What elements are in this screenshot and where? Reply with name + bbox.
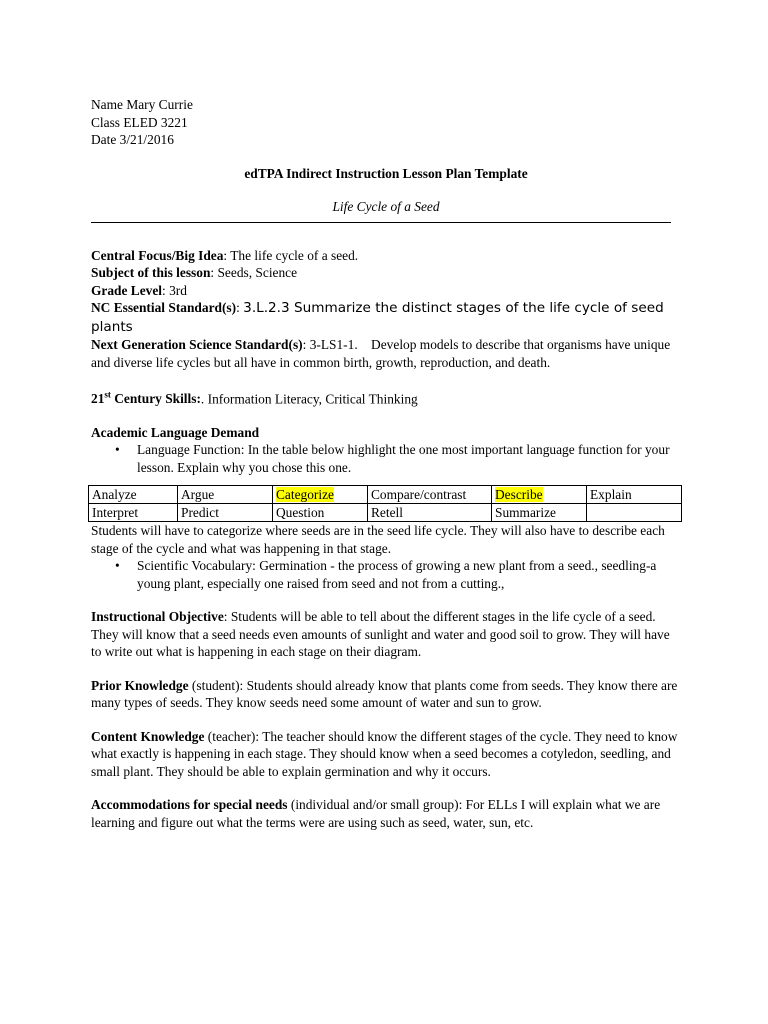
content-knowledge — [91, 728, 681, 781]
ngss-label: Next Generation Science Standard(s) — [91, 337, 303, 352]
document-page — [91, 96, 681, 831]
nc-standard — [91, 299, 681, 336]
table-cell — [492, 486, 587, 504]
vocabulary-text: Scientific Vocabulary: Germination - the process of growing a new plant from a seed., seedling-a young plant, especially one raised from seed and not from a cutting., — [137, 558, 657, 591]
highlighted-categorize: Categorize — [276, 487, 334, 503]
subject — [91, 264, 681, 282]
academic-language-heading — [91, 424, 681, 442]
table-cell: Argue — [178, 486, 273, 504]
skills-label-num: 21 — [91, 391, 105, 407]
grade-label: Grade Level — [91, 282, 163, 298]
date: Date 3/21/2016 — [91, 132, 174, 147]
century-skills — [91, 387, 681, 408]
table-cell: Explain — [587, 486, 682, 504]
ngss-standard — [91, 336, 681, 371]
central-focus-label: Central Focus/Big Idea — [91, 247, 224, 263]
prior-text: (student): Students should already know that plants come from seeds. They know there are many types of seeds. They know seeds need some amount of water and sun to grow. — [91, 677, 678, 711]
objective-text: : Students will be able to tell about the different stages in the life cycle of a seed. They will know that a seed needs even amounts of sunlight and water and good soil to grow. They will have to write out what is happening in each stage on their diagram. — [91, 609, 670, 660]
language-explanation: Students will have to categorize where seeds are in the seed life cycle. They will also have to describe each stage of the cycle and what was happening in that stage. — [91, 523, 665, 556]
skills-text: . Information Literacy, Critical Thinking — [200, 391, 418, 407]
accommodations — [91, 796, 681, 831]
table-cell: Question — [273, 504, 368, 522]
student-name: Name Mary Currie — [91, 97, 193, 112]
table-cell — [273, 486, 368, 504]
prior-label: Prior Knowledge — [91, 677, 189, 693]
table-cell: Retell — [368, 504, 492, 522]
table-cell: Compare/contrast — [368, 486, 492, 504]
table-cell: Analyze — [89, 486, 178, 504]
table-cell: Predict — [178, 504, 273, 522]
nc-standard-sep: : — [236, 300, 244, 315]
academic-language-title: Academic Language Demand — [91, 424, 260, 440]
vocabulary-list — [91, 557, 681, 592]
ngss-text: : 3-LS1-1. Develop models to describe that organisms have unique and diverse life cycles but all have in common birth, growth, reproduction, and death. — [91, 337, 674, 370]
table-cell: Summarize — [492, 504, 587, 522]
nc-standard-text: 3.L.2.3 Summarize the distinct stages of the life cycle of seed plants — [91, 300, 664, 335]
academic-language-list — [91, 441, 681, 476]
highlighted-describe: Describe — [495, 487, 543, 503]
language-function-text: Language Function: In the table below highlight the one most important language function for your lesson. Explain why you chose this one. — [137, 442, 670, 475]
lesson-title: Life Cycle of a Seed — [332, 199, 440, 214]
bullet-icon: • — [115, 558, 120, 574]
table-row — [89, 486, 682, 504]
list-item — [108, 557, 681, 592]
objective-label: Instructional Objective — [91, 609, 224, 625]
central-focus — [91, 247, 681, 265]
language-function-table — [88, 485, 682, 522]
nc-standard-label: NC Essential Standard(s) — [91, 300, 237, 315]
list-item — [108, 441, 681, 476]
content-label: Content Knowledge — [91, 728, 205, 744]
grade-level — [91, 282, 681, 300]
grade-text: : 3rd — [162, 282, 187, 298]
content-text: (teacher): The teacher should know the different stages of the cycle. They need to know what exactly is happening in each stage. They should know when a seed becomes a cotyledon, seedling, and small plant. They should be able to explain germination and why it occurs. — [91, 728, 678, 779]
table-cell: Interpret — [89, 504, 178, 522]
prior-knowledge — [91, 677, 681, 712]
horizontal-rule — [91, 222, 671, 223]
skills-label-sup: st — [104, 390, 111, 400]
subject-text: : Seeds, Science — [210, 265, 298, 280]
bullet-icon: • — [115, 442, 120, 458]
accommodations-label: Accommodations for special needs — [91, 797, 288, 813]
skills-label-text: Century Skills: — [110, 391, 201, 407]
instructional-objective — [91, 608, 681, 661]
accommodations-text: (individual and/or small group): For ELLs I will explain what we are learning and figure out what the terms were are using such as seed, water, sun, etc. — [91, 797, 661, 830]
central-focus-text: : The life cycle of a seed. — [223, 247, 359, 263]
header-block — [91, 96, 681, 149]
class-code: Class ELED 3221 — [91, 114, 188, 130]
skills-label — [91, 391, 201, 406]
document-title: edTPA Indirect Instruction Lesson Plan Template — [244, 165, 528, 181]
subject-label: Subject of this lesson — [91, 265, 211, 280]
table-cell — [587, 504, 682, 522]
table-row — [89, 504, 682, 522]
